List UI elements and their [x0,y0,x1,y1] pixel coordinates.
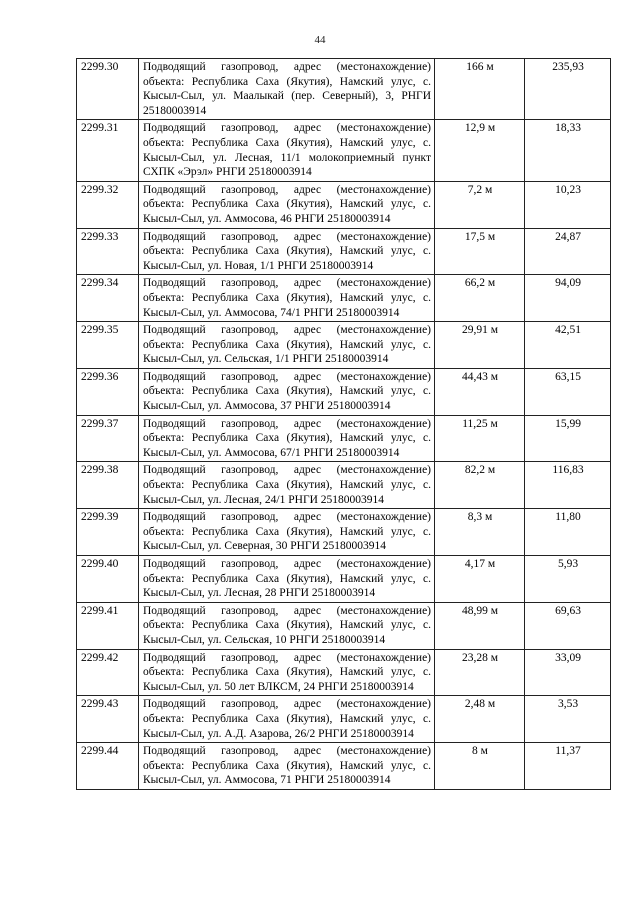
item-number: 2299.36 [77,368,139,415]
table-row [77,275,611,322]
item-cost: 5,93 [525,556,611,603]
table-row [77,415,611,462]
item-number: 2299.42 [77,649,139,696]
item-number: 2299.38 [77,462,139,509]
item-cost: 69,63 [525,602,611,649]
table-row [77,649,611,696]
item-number: 2299.35 [77,322,139,369]
item-cost: 33,09 [525,649,611,696]
item-number: 2299.44 [77,743,139,790]
item-cost: 18,33 [525,120,611,181]
item-description: Подводящий газопровод, адрес (местонахождение) объекта: Республика Саха (Якутия), Намский улус, с. Кысыл-Сыл, ул. Аммосова, 71 РНГИ 25180003914 [139,743,435,790]
item-length: 7,2 м [435,181,525,228]
item-number: 2299.40 [77,556,139,603]
item-number: 2299.34 [77,275,139,322]
item-description: Подводящий газопровод, адрес (местонахождение) объекта: Республика Саха (Якутия), Намский улус, с. Кысыл-Сыл, ул. Аммосова, 46 РНГИ 25180003914 [139,181,435,228]
item-length: 66,2 м [435,275,525,322]
item-number: 2299.41 [77,602,139,649]
item-cost: 116,83 [525,462,611,509]
item-description: Подводящий газопровод, адрес (местонахождение) объекта: Республика Саха (Якутия), Намский улус, с. Кысыл-Сыл, ул. Аммосова, 67/1 РНГИ 25180003914 [139,415,435,462]
item-length: 8 м [435,743,525,790]
item-length: 48,99 м [435,602,525,649]
item-description: Подводящий газопровод, адрес (местонахождение) объекта: Республика Саха (Якутия), Намский улус, с. Кысыл-Сыл, ул. Лесная, 11/1 молокоприемный пункт СХПК «Эрэл» РНГИ 25180003914 [139,120,435,181]
item-length: 8,3 м [435,509,525,556]
table-row [77,743,611,790]
item-length: 29,91 м [435,322,525,369]
item-length: 44,43 м [435,368,525,415]
item-cost: 11,80 [525,509,611,556]
table-row [77,368,611,415]
item-length: 11,25 м [435,415,525,462]
item-description: Подводящий газопровод, адрес (местонахождение) объекта: Республика Саха (Якутия), Намский улус, с. Кысыл-Сыл, ул. Аммосова, 74/1 РНГИ 25180003914 [139,275,435,322]
item-length: 2,48 м [435,696,525,743]
item-length: 82,2 м [435,462,525,509]
item-length: 166 м [435,59,525,120]
item-description: Подводящий газопровод, адрес (местонахождение) объекта: Республика Саха (Якутия), Намский улус, с. Кысыл-Сыл, ул. Лесная, 28 РНГИ 25180003914 [139,556,435,603]
item-number: 2299.32 [77,181,139,228]
item-cost: 63,15 [525,368,611,415]
item-length: 4,17 м [435,556,525,603]
item-cost: 11,37 [525,743,611,790]
item-number: 2299.30 [77,59,139,120]
registry-table-body [77,59,611,790]
item-cost: 24,87 [525,228,611,275]
item-number: 2299.33 [77,228,139,275]
property-registry-table [76,58,611,790]
page-number: 44 [314,34,326,46]
table-row [77,509,611,556]
table-row [77,59,611,120]
item-number: 2299.43 [77,696,139,743]
item-cost: 42,51 [525,322,611,369]
item-length: 23,28 м [435,649,525,696]
table-row [77,602,611,649]
item-description: Подводящий газопровод, адрес (местонахождение) объекта: Республика Саха (Якутия), Намский улус, с. Кысыл-Сыл, ул. Лесная, 24/1 РНГИ 25180003914 [139,462,435,509]
item-length: 12,9 м [435,120,525,181]
item-description: Подводящий газопровод, адрес (местонахождение) объекта: Республика Саха (Якутия), Намский улус, с. Кысыл-Сыл, ул. Новая, 1/1 РНГИ 25180003914 [139,228,435,275]
item-cost: 235,93 [525,59,611,120]
item-description: Подводящий газопровод, адрес (местонахождение) объекта: Республика Саха (Якутия), Намский улус, с. Кысыл-Сыл, ул. А.Д. Азарова, 26/2 РНГИ 25180003914 [139,696,435,743]
item-cost: 10,23 [525,181,611,228]
table-row [77,181,611,228]
item-cost: 94,09 [525,275,611,322]
table-row [77,322,611,369]
item-description: Подводящий газопровод, адрес (местонахождение) объекта: Республика Саха (Якутия), Намский улус, с. Кысыл-Сыл, ул. Аммосова, 37 РНГИ 25180003914 [139,368,435,415]
table-row [77,696,611,743]
item-description: Подводящий газопровод, адрес (местонахождение) объекта: Республика Саха (Якутия), Намский улус, с. Кысыл-Сыл, ул. Северная, 30 РНГИ 25180003914 [139,509,435,556]
item-description: Подводящий газопровод, адрес (местонахождение) объекта: Республика Саха (Якутия), Намский улус, с. Кысыл-Сыл, ул. Сельская, 10 РНГИ 25180003914 [139,602,435,649]
item-cost: 15,99 [525,415,611,462]
item-number: 2299.39 [77,509,139,556]
item-length: 17,5 м [435,228,525,275]
table-row [77,228,611,275]
item-number: 2299.37 [77,415,139,462]
item-cost: 3,53 [525,696,611,743]
table-row [77,556,611,603]
table-row [77,462,611,509]
item-description: Подводящий газопровод, адрес (местонахождение) объекта: Республика Саха (Якутия), Намский улус, с. Кысыл-Сыл, ул. Сельская, 1/1 РНГИ 25180003914 [139,322,435,369]
item-number: 2299.31 [77,120,139,181]
item-description: Подводящий газопровод, адрес (местонахождение) объекта: Республика Саха (Якутия), Намский улус, с. Кысыл-Сыл, ул. Маалыкай (пер. Северный), 3, РНГИ 25180003914 [139,59,435,120]
table-row [77,120,611,181]
item-description: Подводящий газопровод, адрес (местонахождение) объекта: Республика Саха (Якутия), Намский улус, с. Кысыл-Сыл, ул. 50 лет ВЛКСМ, 24 РНГИ 25180003914 [139,649,435,696]
